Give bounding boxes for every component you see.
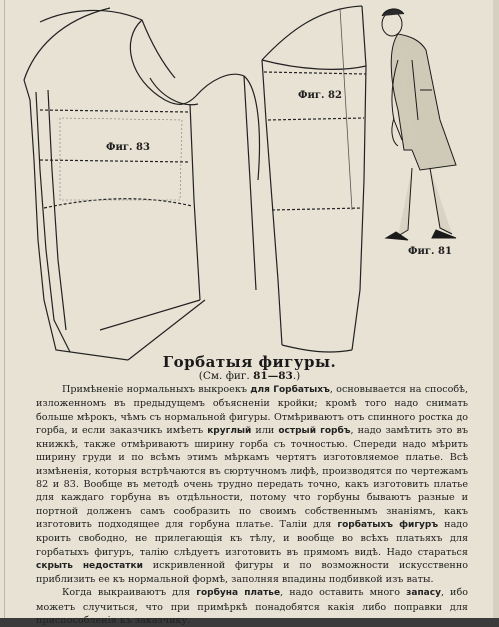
body-text	[36, 383, 468, 627]
text-run: , ибо можетъ случиться, что при примѣркѣ понадобятся какія либо поправки для приспособленія къ заказчику.	[36, 587, 468, 627]
fig82-label: Фиг. 82	[298, 90, 342, 101]
text-run: или	[251, 424, 279, 436]
fig83-pattern	[24, 8, 259, 360]
paragraph-2	[36, 586, 468, 627]
text-run: , надо замѣтить это въ книжкѣ, также отмѣриваютъ ширину горба съ точностью. Спереди надо мѣрить ширину груди и по всѣмъ этимъ мѣркамъ чертятъ изготовляемое платье. Всѣ измѣненія, которыя встрѣчаются въ сюртучномъ лифѣ, производятся по чертежамъ 82 и 83. Вообще въ методѣ очень трудно передать точно, какъ изготовить платье для каждаго горбуна въ отдѣльности, потому что горбуны бываютъ разные и портной долженъ самъ сообразить по своимъ собственнымъ знаніямъ, какъ изготовить подходящее для горбуна платье. Таліи для	[36, 424, 468, 530]
text-run: надо кроить свободно, не прилегающія къ тѣлу, и вообще во всѣхъ платьяхъ для горбатыхъ фигуръ, талію слѣдуетъ изготовить въ прямомъ видѣ. Надо стараться	[36, 518, 468, 558]
bold-run: запасу	[406, 588, 441, 599]
text-run: , надо оставить много	[280, 587, 407, 599]
bold-run: горбатыхъ фигуръ	[337, 519, 439, 530]
fig83-label: Фиг. 83	[106, 142, 150, 153]
bold-run: скрыть недостатки	[36, 560, 143, 571]
fig81-label: Фиг. 81	[408, 246, 452, 257]
bold-run: для Горбатыхъ	[250, 385, 330, 395]
text-run: Когда выкраиваютъ для	[62, 587, 197, 599]
bold-run: острый горбъ	[278, 425, 351, 436]
text-run: искривленной фигуры и по возможности искусственно приблизить ее къ нормальной формѣ, заполняя впадины подбивкой изъ ваты.	[36, 559, 468, 586]
text-run: Примѣненіе нормальныхъ выкроекъ	[62, 384, 251, 395]
text-run: , основывается на способѣ, изложенномъ въ предыдущемъ объясненіи кройки; кромѣ того надо снимать больше мѣрокъ, чѣмъ съ нормальной фигуры. Отмѣриваютъ отъ спинного ростка до горба, и если заказчикъ имѣетъ	[36, 384, 468, 436]
subtitle-suffix: .)	[292, 370, 301, 382]
subtitle-prefix: (См. фиг.	[198, 370, 254, 382]
fig81-illustration	[382, 9, 456, 240]
bold-run: круглый	[207, 425, 252, 436]
fig82-pattern	[262, 6, 366, 352]
paragraph-1	[36, 383, 468, 586]
section-title: Горбатыя фигуры.	[162, 353, 337, 371]
bold-run: горбуна платье	[196, 588, 281, 599]
subtitle-figures: 81—83	[253, 370, 293, 382]
section-subtitle	[0, 370, 499, 382]
